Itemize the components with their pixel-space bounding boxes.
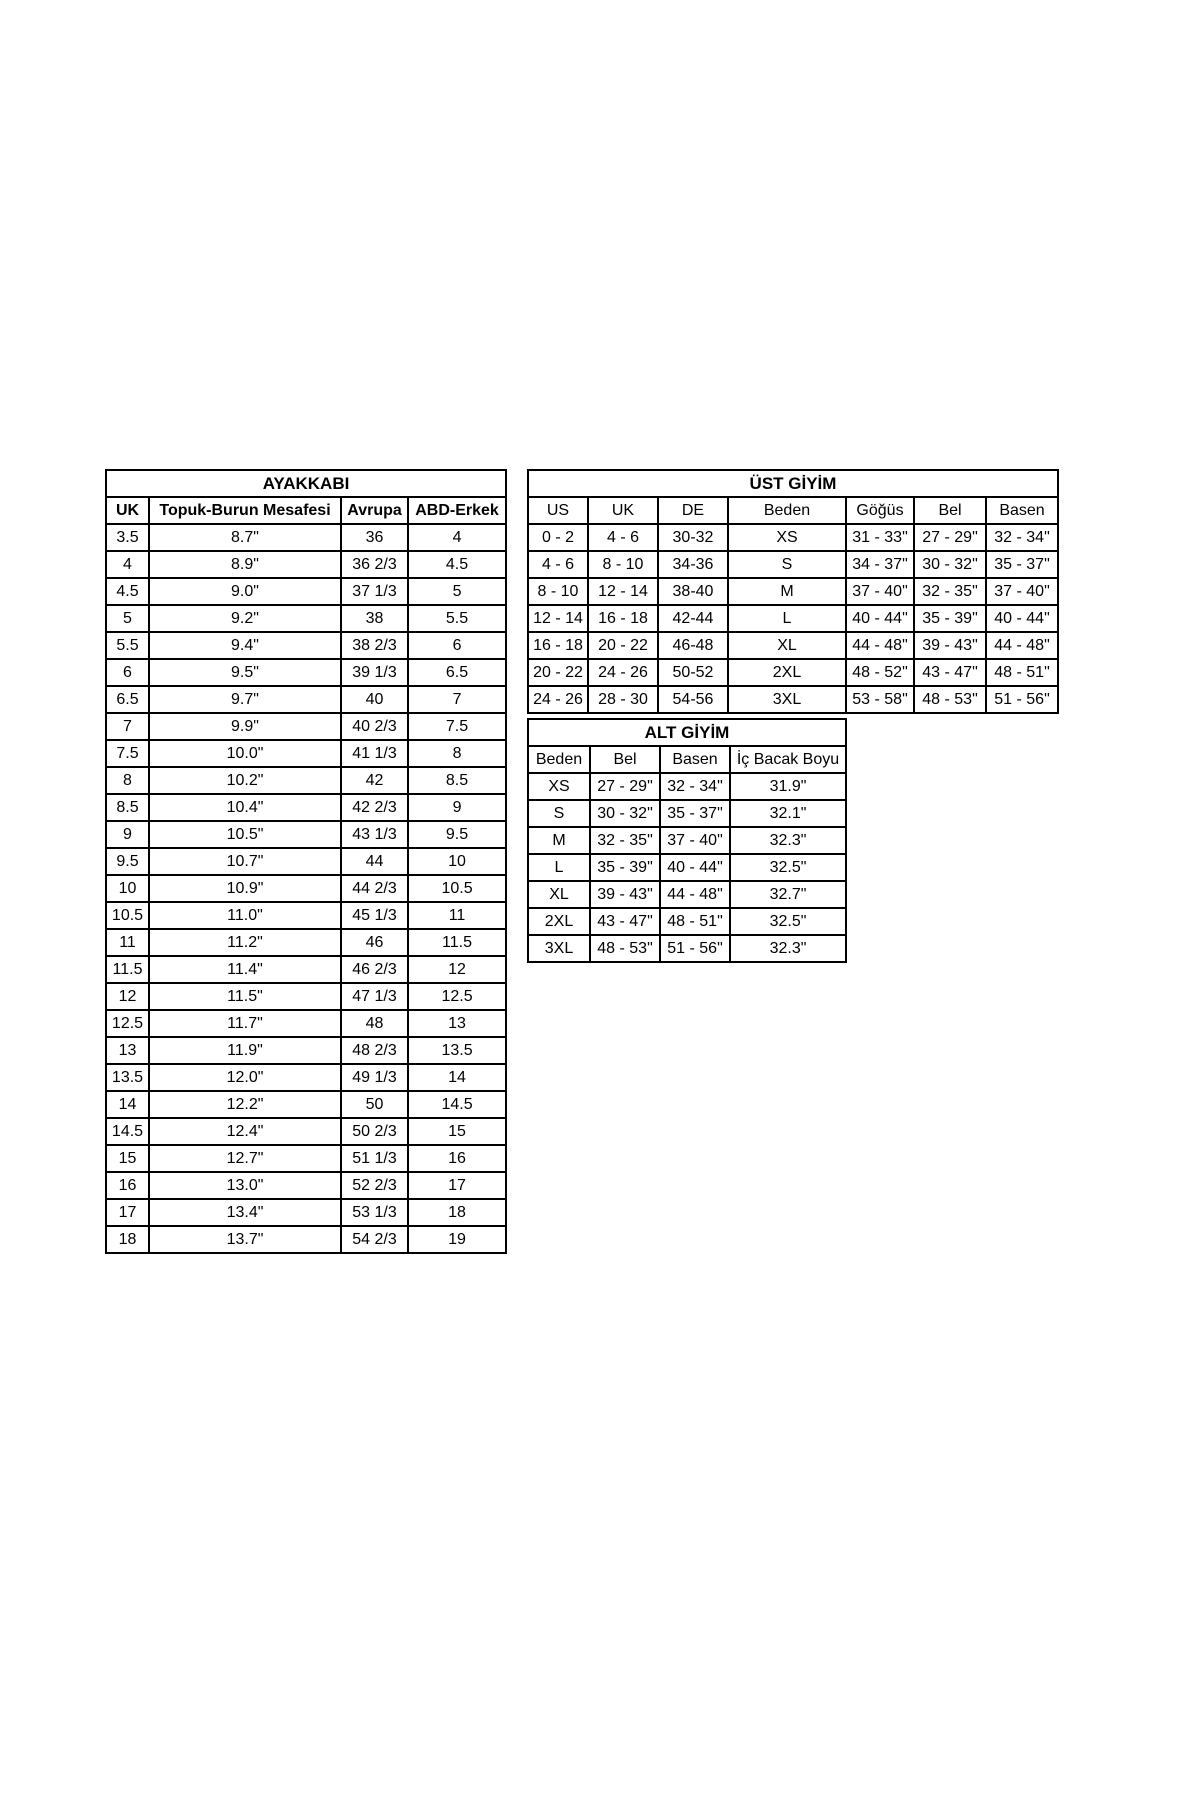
table-cell: 35 - 39"	[590, 854, 660, 881]
table-cell: 48 - 52"	[846, 659, 914, 686]
table-cell: 24 - 26	[588, 659, 658, 686]
table-row	[106, 1091, 506, 1118]
table-cell: 4 - 6	[588, 524, 658, 551]
table-cell: 38	[341, 605, 408, 632]
table-cell: 3XL	[528, 935, 590, 962]
table-cell: 42	[341, 767, 408, 794]
table-cell: 10.5	[408, 875, 506, 902]
table-cell: 5	[408, 578, 506, 605]
bottoms-column-header: İç Bacak Boyu	[730, 746, 846, 773]
table-row	[528, 854, 846, 881]
table-cell: 44 - 48"	[846, 632, 914, 659]
table-cell: 40 - 44"	[660, 854, 730, 881]
table-cell: 6	[106, 659, 149, 686]
tops-header-row	[528, 497, 1058, 524]
table-row	[106, 1199, 506, 1226]
table-cell: 11.4"	[149, 956, 341, 983]
table-cell: 8 - 10	[528, 578, 588, 605]
table-cell: 36	[341, 524, 408, 551]
shoes-title-row	[106, 470, 506, 497]
table-row	[106, 956, 506, 983]
tops-table-title: ÜST GİYİM	[528, 470, 1058, 497]
table-cell: 48 2/3	[341, 1037, 408, 1064]
table-cell: 3.5	[106, 524, 149, 551]
tops-column-header: DE	[658, 497, 728, 524]
table-cell: 50	[341, 1091, 408, 1118]
table-cell: 6.5	[106, 686, 149, 713]
table-cell: 48 - 53"	[914, 686, 986, 713]
table-cell: 51 - 56"	[986, 686, 1058, 713]
tops-size-table	[527, 469, 1059, 714]
tops-column-header: Göğüs	[846, 497, 914, 524]
table-row	[528, 935, 846, 962]
table-cell: 48	[341, 1010, 408, 1037]
table-cell: 38 2/3	[341, 632, 408, 659]
table-row	[106, 524, 506, 551]
shoes-column-header: Avrupa	[341, 497, 408, 524]
table-cell: 13.4"	[149, 1199, 341, 1226]
table-cell: 51 - 56"	[660, 935, 730, 962]
table-cell: 32 - 35"	[914, 578, 986, 605]
table-row	[106, 578, 506, 605]
table-cell: M	[728, 578, 846, 605]
bottoms-column-header: Basen	[660, 746, 730, 773]
table-cell: 16	[106, 1172, 149, 1199]
table-cell: 40 - 44"	[986, 605, 1058, 632]
table-cell: 13.5	[408, 1037, 506, 1064]
table-cell: 31 - 33"	[846, 524, 914, 551]
table-cell: 8.9"	[149, 551, 341, 578]
table-cell: 40	[341, 686, 408, 713]
table-row	[528, 686, 1058, 713]
table-cell: 41 1/3	[341, 740, 408, 767]
table-cell: 46 2/3	[341, 956, 408, 983]
table-cell: 9.9"	[149, 713, 341, 740]
table-row	[106, 686, 506, 713]
table-cell: 40 2/3	[341, 713, 408, 740]
table-cell: 15	[408, 1118, 506, 1145]
table-cell: 46-48	[658, 632, 728, 659]
table-row	[106, 632, 506, 659]
table-cell: 31.9"	[730, 773, 846, 800]
table-cell: 9.5	[408, 821, 506, 848]
table-cell: 12 - 14	[528, 605, 588, 632]
table-cell: 36 2/3	[341, 551, 408, 578]
table-cell: 12.5	[106, 1010, 149, 1037]
table-cell: 52 2/3	[341, 1172, 408, 1199]
table-cell: 34-36	[658, 551, 728, 578]
table-row	[528, 524, 1058, 551]
table-cell: 15	[106, 1145, 149, 1172]
table-row	[528, 773, 846, 800]
table-cell: 14.5	[408, 1091, 506, 1118]
table-cell: 11.2"	[149, 929, 341, 956]
table-cell: 11.0"	[149, 902, 341, 929]
table-cell: 8.5	[408, 767, 506, 794]
table-cell: 32 - 34"	[660, 773, 730, 800]
table-row	[106, 551, 506, 578]
table-cell: 5.5	[408, 605, 506, 632]
table-cell: 10.9"	[149, 875, 341, 902]
table-row	[528, 908, 846, 935]
table-cell: 47 1/3	[341, 983, 408, 1010]
table-row	[106, 659, 506, 686]
table-cell: 30 - 32"	[590, 800, 660, 827]
table-cell: 10.5"	[149, 821, 341, 848]
table-cell: 9	[106, 821, 149, 848]
table-cell: 11.5	[106, 956, 149, 983]
table-cell: 12	[408, 956, 506, 983]
table-cell: 9.5"	[149, 659, 341, 686]
table-cell: 12.0"	[149, 1064, 341, 1091]
shoes-column-header: Topuk-Burun Mesafesi	[149, 497, 341, 524]
table-cell: 32.1"	[730, 800, 846, 827]
table-cell: 4 - 6	[528, 551, 588, 578]
table-cell: 18	[106, 1226, 149, 1253]
table-row	[106, 821, 506, 848]
table-cell: 10.7"	[149, 848, 341, 875]
table-row	[528, 881, 846, 908]
table-cell: 32 - 34"	[986, 524, 1058, 551]
table-cell: 4.5	[408, 551, 506, 578]
table-cell: XL	[528, 881, 590, 908]
table-cell: S	[528, 800, 590, 827]
table-cell: 39 - 43"	[590, 881, 660, 908]
bottoms-column-header: Beden	[528, 746, 590, 773]
table-row	[106, 902, 506, 929]
table-cell: 38-40	[658, 578, 728, 605]
table-cell: 28 - 30	[588, 686, 658, 713]
table-cell: 10	[408, 848, 506, 875]
table-cell: 9.7"	[149, 686, 341, 713]
table-cell: 10.5	[106, 902, 149, 929]
tops-column-header: UK	[588, 497, 658, 524]
table-cell: 11.9"	[149, 1037, 341, 1064]
table-cell: XS	[528, 773, 590, 800]
table-cell: 44 - 48"	[660, 881, 730, 908]
table-cell: 14	[106, 1091, 149, 1118]
table-cell: 5.5	[106, 632, 149, 659]
table-cell: 43 1/3	[341, 821, 408, 848]
bottoms-size-table	[527, 718, 847, 963]
table-cell: 42-44	[658, 605, 728, 632]
table-cell: 13.5	[106, 1064, 149, 1091]
table-cell: 17	[408, 1172, 506, 1199]
table-cell: 16 - 18	[588, 605, 658, 632]
table-cell: 10.4"	[149, 794, 341, 821]
table-cell: 20 - 22	[528, 659, 588, 686]
table-cell: 7.5	[106, 740, 149, 767]
bottoms-header-row	[528, 746, 846, 773]
table-row	[106, 875, 506, 902]
table-cell: 6.5	[408, 659, 506, 686]
shoes-header-row	[106, 497, 506, 524]
table-cell: 8 - 10	[588, 551, 658, 578]
table-cell: 12.7"	[149, 1145, 341, 1172]
tops-column-header: Beden	[728, 497, 846, 524]
shoe-size-table	[105, 469, 507, 1254]
table-row	[528, 800, 846, 827]
table-cell: 48 - 51"	[660, 908, 730, 935]
table-cell: 6	[408, 632, 506, 659]
table-cell: 12.5	[408, 983, 506, 1010]
table-cell: 10	[106, 875, 149, 902]
table-cell: 54-56	[658, 686, 728, 713]
table-cell: 9.4"	[149, 632, 341, 659]
table-row	[106, 1037, 506, 1064]
table-cell: 7	[106, 713, 149, 740]
table-row	[106, 605, 506, 632]
table-cell: 46	[341, 929, 408, 956]
table-cell: 32.3"	[730, 827, 846, 854]
table-cell: 39 - 43"	[914, 632, 986, 659]
table-cell: 44	[341, 848, 408, 875]
table-cell: 9.0"	[149, 578, 341, 605]
table-cell: 16	[408, 1145, 506, 1172]
table-cell: 7	[408, 686, 506, 713]
table-cell: 30 - 32"	[914, 551, 986, 578]
table-cell: 44 - 48"	[986, 632, 1058, 659]
table-cell: 32.7"	[730, 881, 846, 908]
table-cell: 32.5"	[730, 854, 846, 881]
table-cell: 53 1/3	[341, 1199, 408, 1226]
tops-column-header: US	[528, 497, 588, 524]
table-row	[106, 1118, 506, 1145]
table-row	[106, 1010, 506, 1037]
table-cell: 18	[408, 1199, 506, 1226]
table-cell: 48 - 51"	[986, 659, 1058, 686]
table-cell: 35 - 37"	[660, 800, 730, 827]
table-cell: 43 - 47"	[914, 659, 986, 686]
table-cell: 42 2/3	[341, 794, 408, 821]
table-row	[106, 1226, 506, 1253]
table-cell: 4.5	[106, 578, 149, 605]
table-cell: 13	[408, 1010, 506, 1037]
table-cell: 49 1/3	[341, 1064, 408, 1091]
table-cell: 9.2"	[149, 605, 341, 632]
table-row	[106, 929, 506, 956]
shoes-table-title: AYAKKABI	[106, 470, 506, 497]
shoes-column-header: ABD-Erkek	[408, 497, 506, 524]
table-cell: 11.5"	[149, 983, 341, 1010]
table-cell: L	[728, 605, 846, 632]
table-row	[106, 794, 506, 821]
table-cell: 11	[408, 902, 506, 929]
table-cell: 19	[408, 1226, 506, 1253]
table-cell: 12.4"	[149, 1118, 341, 1145]
table-cell: 50 2/3	[341, 1118, 408, 1145]
table-cell: 53 - 58"	[846, 686, 914, 713]
table-cell: 8.7"	[149, 524, 341, 551]
tops-column-header: Basen	[986, 497, 1058, 524]
table-cell: 8	[106, 767, 149, 794]
table-cell: 34 - 37"	[846, 551, 914, 578]
table-cell: 8	[408, 740, 506, 767]
table-cell: 4	[408, 524, 506, 551]
table-cell: 10.2"	[149, 767, 341, 794]
table-cell: 45 1/3	[341, 902, 408, 929]
table-cell: 20 - 22	[588, 632, 658, 659]
table-cell: 7.5	[408, 713, 506, 740]
table-cell: 35 - 37"	[986, 551, 1058, 578]
table-cell: 44 2/3	[341, 875, 408, 902]
table-cell: 13.0"	[149, 1172, 341, 1199]
table-cell: 11.5	[408, 929, 506, 956]
table-cell: 10.0"	[149, 740, 341, 767]
tops-column-header: Bel	[914, 497, 986, 524]
table-cell: 32.3"	[730, 935, 846, 962]
table-cell: 54 2/3	[341, 1226, 408, 1253]
table-cell: 14.5	[106, 1118, 149, 1145]
table-cell: 35 - 39"	[914, 605, 986, 632]
table-cell: 17	[106, 1199, 149, 1226]
table-cell: 16 - 18	[528, 632, 588, 659]
table-cell: 27 - 29"	[590, 773, 660, 800]
table-row	[106, 1145, 506, 1172]
table-cell: 32.5"	[730, 908, 846, 935]
table-cell: 48 - 53"	[590, 935, 660, 962]
table-cell: L	[528, 854, 590, 881]
table-cell: 3XL	[728, 686, 846, 713]
table-cell: S	[728, 551, 846, 578]
tops-title-row	[528, 470, 1058, 497]
table-cell: 2XL	[728, 659, 846, 686]
table-cell: 24 - 26	[528, 686, 588, 713]
table-cell: 11	[106, 929, 149, 956]
table-cell: 12.2"	[149, 1091, 341, 1118]
table-cell: 37 - 40"	[846, 578, 914, 605]
shoes-column-header: UK	[106, 497, 149, 524]
table-row	[528, 827, 846, 854]
bottoms-table-title: ALT GİYİM	[528, 719, 846, 746]
table-cell: 12	[106, 983, 149, 1010]
table-cell: 8.5	[106, 794, 149, 821]
table-row	[106, 1064, 506, 1091]
table-cell: XL	[728, 632, 846, 659]
table-row	[106, 848, 506, 875]
table-cell: 12 - 14	[588, 578, 658, 605]
table-cell: 51 1/3	[341, 1145, 408, 1172]
table-cell: 9.5	[106, 848, 149, 875]
table-row	[528, 605, 1058, 632]
table-cell: 0 - 2	[528, 524, 588, 551]
table-cell: 4	[106, 551, 149, 578]
table-cell: XS	[728, 524, 846, 551]
table-cell: 5	[106, 605, 149, 632]
table-cell: 43 - 47"	[590, 908, 660, 935]
table-cell: 40 - 44"	[846, 605, 914, 632]
table-cell: 14	[408, 1064, 506, 1091]
table-cell: 37 - 40"	[986, 578, 1058, 605]
table-cell: 9	[408, 794, 506, 821]
table-cell: 39 1/3	[341, 659, 408, 686]
table-cell: 50-52	[658, 659, 728, 686]
table-cell: 30-32	[658, 524, 728, 551]
table-cell: M	[528, 827, 590, 854]
table-row	[106, 713, 506, 740]
table-row	[106, 1172, 506, 1199]
table-cell: 11.7"	[149, 1010, 341, 1037]
bottoms-title-row	[528, 719, 846, 746]
table-row	[528, 632, 1058, 659]
table-cell: 37 - 40"	[660, 827, 730, 854]
table-cell: 13	[106, 1037, 149, 1064]
table-cell: 37 1/3	[341, 578, 408, 605]
table-row	[528, 578, 1058, 605]
table-cell: 13.7"	[149, 1226, 341, 1253]
table-cell: 27 - 29"	[914, 524, 986, 551]
table-row	[106, 983, 506, 1010]
table-row	[106, 740, 506, 767]
table-row	[528, 659, 1058, 686]
table-row	[106, 767, 506, 794]
table-row	[528, 551, 1058, 578]
table-cell: 2XL	[528, 908, 590, 935]
table-cell: 32 - 35"	[590, 827, 660, 854]
bottoms-column-header: Bel	[590, 746, 660, 773]
